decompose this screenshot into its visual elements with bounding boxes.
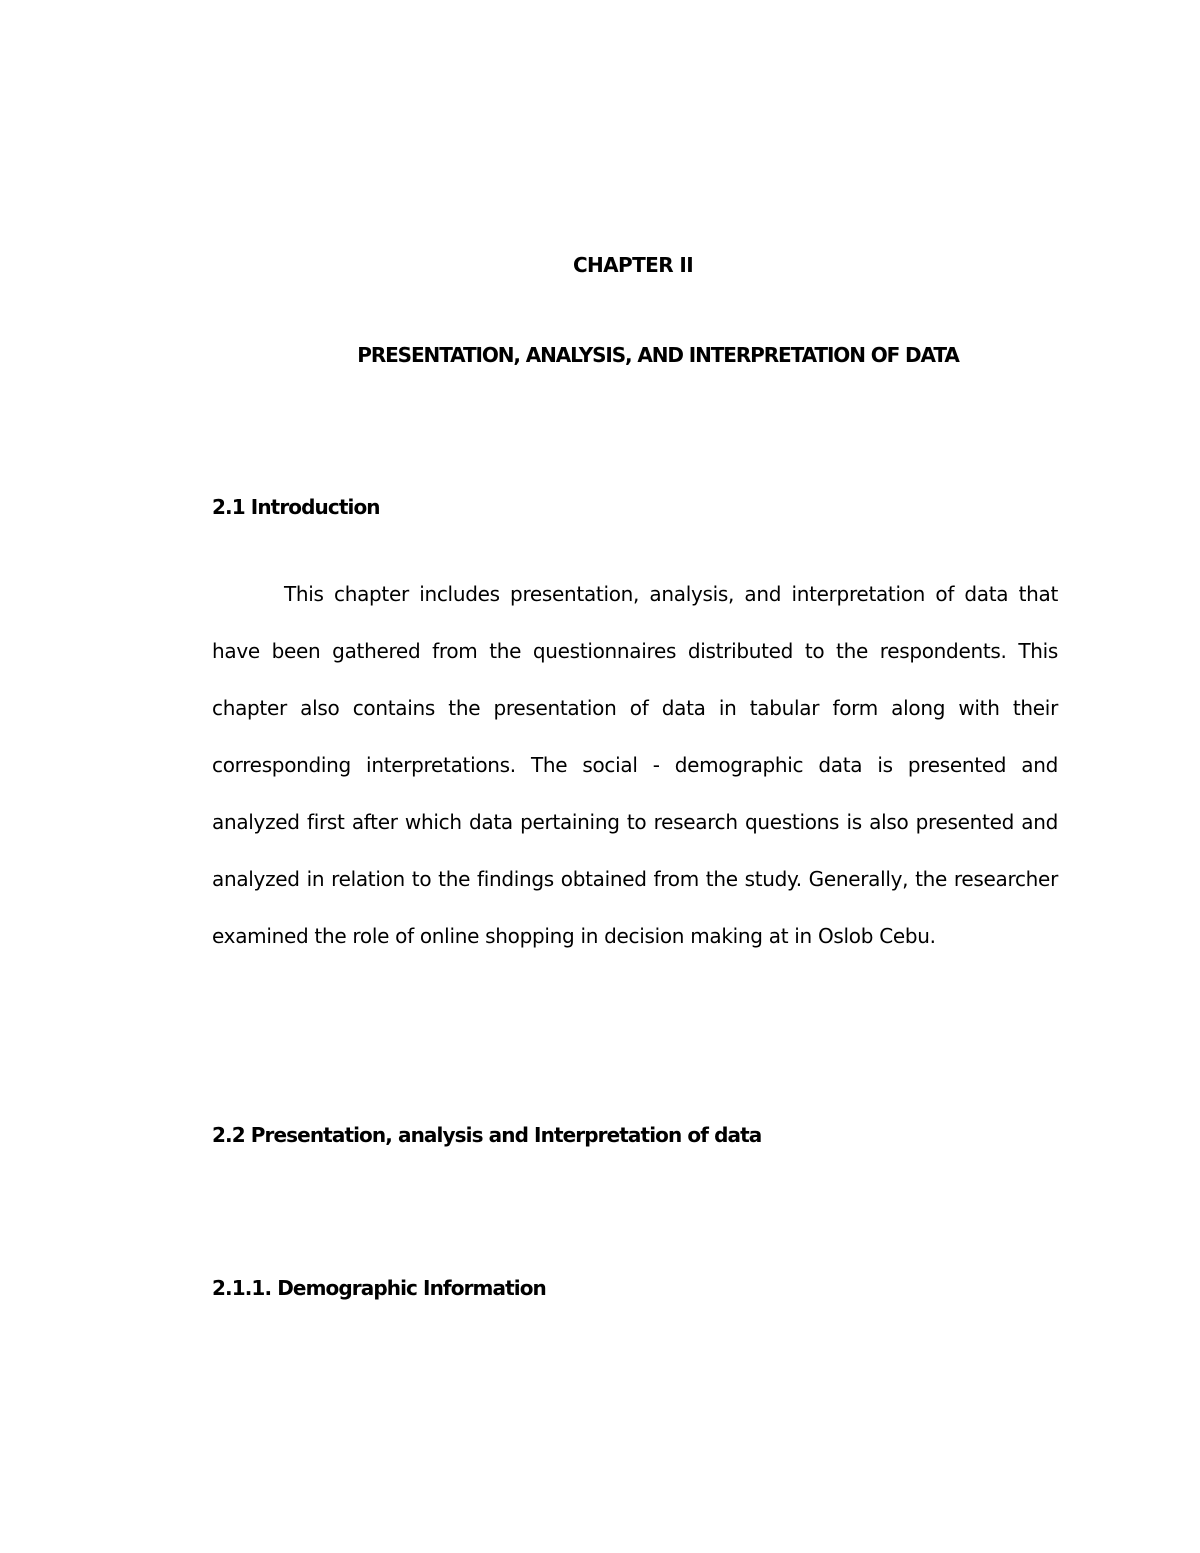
introduction-paragraph: This chapter includes presentation, analysis, and interpretation of data that have been gathered from the questionnaires distributed to the respondents. This chapter also contains the presentation of data in tabular form along with their corresponding interpretations. The social - demographic data is presented and analyzed first after which data pertaining to research questions is also presented and analyzed in relation to the findings obtained from the study. Generally, the researcher examined the role of online shopping in decision making at in Oslob Cebu. <box>212 582 1058 948</box>
chapter-title: PRESENTATION, ANALYSIS, AND INTERPRETATION OF DATA <box>357 343 959 367</box>
section-heading-introduction: 2.1 Introduction <box>212 495 380 519</box>
chapter-label: CHAPTER II <box>572 253 694 277</box>
section-heading-presentation: 2.2 Presentation, analysis and Interpretation of data <box>212 1123 762 1147</box>
section-heading-demographic: 2.1.1. Demographic Information <box>212 1276 546 1300</box>
